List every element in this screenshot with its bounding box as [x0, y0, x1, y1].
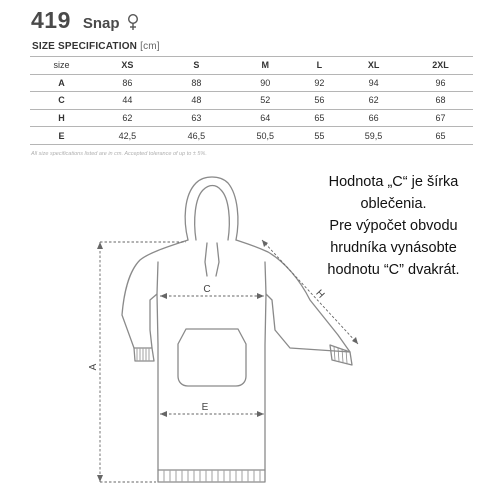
size-spec-title [32, 41, 160, 52]
info-line: Pre výpočet obvodu [329, 218, 458, 234]
table-row [30, 127, 473, 145]
table-row [30, 92, 473, 110]
dimension-c-label: C [203, 284, 211, 295]
table-cell: 42,5 [93, 127, 162, 145]
table-header-row [30, 57, 473, 75]
table-cell: 90 [231, 74, 300, 92]
model-name-text: Snap [82, 15, 120, 32]
size-spec-unit: [cm] [140, 41, 160, 52]
tolerance-note: All size specifications listed are in cm. Accepted tolerance of up to ± 5%. [31, 151, 207, 157]
table-cell: 52 [231, 92, 300, 110]
dimension-h-label: H [313, 287, 327, 301]
drawstring-right [216, 243, 219, 276]
model-name [83, 10, 140, 32]
female-symbol-icon [126, 13, 140, 31]
table-row-label: H [30, 109, 93, 127]
table-cell: 67 [408, 109, 473, 127]
table-cell: 64 [231, 109, 300, 127]
table-header-cell: M [231, 57, 300, 75]
table-cell: 55 [300, 127, 339, 145]
table-cell: 94 [339, 74, 408, 92]
table-header-cell: XS [93, 57, 162, 75]
info-line: hrudníka vynásobte [330, 240, 457, 256]
hood-outline [185, 177, 238, 240]
right-sleeve-seam [265, 262, 266, 294]
size-table [30, 56, 473, 145]
table-cell: 65 [408, 127, 473, 145]
table-cell: 46,5 [162, 127, 231, 145]
info-line: hodnotu “C” dvakrát. [327, 262, 460, 278]
table-cell: 48 [162, 92, 231, 110]
table-row [30, 109, 473, 127]
table-cell: 65 [300, 109, 339, 127]
table-cell: 62 [339, 92, 408, 110]
drawstring-left [205, 243, 207, 276]
table-cell: 59,5 [339, 127, 408, 145]
product-header [31, 7, 140, 31]
table-cell: 86 [93, 74, 162, 92]
dimension-a-label: A [88, 363, 99, 371]
model-number: 419 [31, 7, 71, 33]
table-row-label: A [30, 74, 93, 92]
table-header-cell: 2XL [408, 57, 473, 75]
hem-band [158, 470, 265, 482]
table-cell: 56 [300, 92, 339, 110]
table-row-label: C [30, 92, 93, 110]
table-cell: 63 [162, 109, 231, 127]
table-header-cell: L [300, 57, 339, 75]
hood-opening [195, 186, 230, 241]
table-cell: 66 [339, 109, 408, 127]
table-row [30, 74, 473, 92]
table-header-cell: S [162, 57, 231, 75]
table-cell: 44 [93, 92, 162, 110]
table-cell: 50,5 [231, 127, 300, 145]
table-header-cell: XL [339, 57, 408, 75]
left-sleeve-seam [157, 262, 158, 294]
table-cell: 68 [408, 92, 473, 110]
chest-measurement-info [296, 171, 491, 281]
table-cell: 92 [300, 74, 339, 92]
right-cuff [330, 345, 352, 365]
kangaroo-pocket [178, 329, 246, 386]
info-line: oblečenia. [360, 196, 427, 212]
table-cell: 96 [408, 74, 473, 92]
info-line: Hodnota „C“ je šírka [328, 174, 459, 190]
dimension-e-label: E [201, 402, 209, 413]
size-spec-title-text: SIZE SPECIFICATION [32, 41, 138, 52]
table-row-label: E [30, 127, 93, 145]
table-cell: 88 [162, 74, 231, 92]
table-header-cell: size [30, 57, 93, 75]
table-cell: 62 [93, 109, 162, 127]
